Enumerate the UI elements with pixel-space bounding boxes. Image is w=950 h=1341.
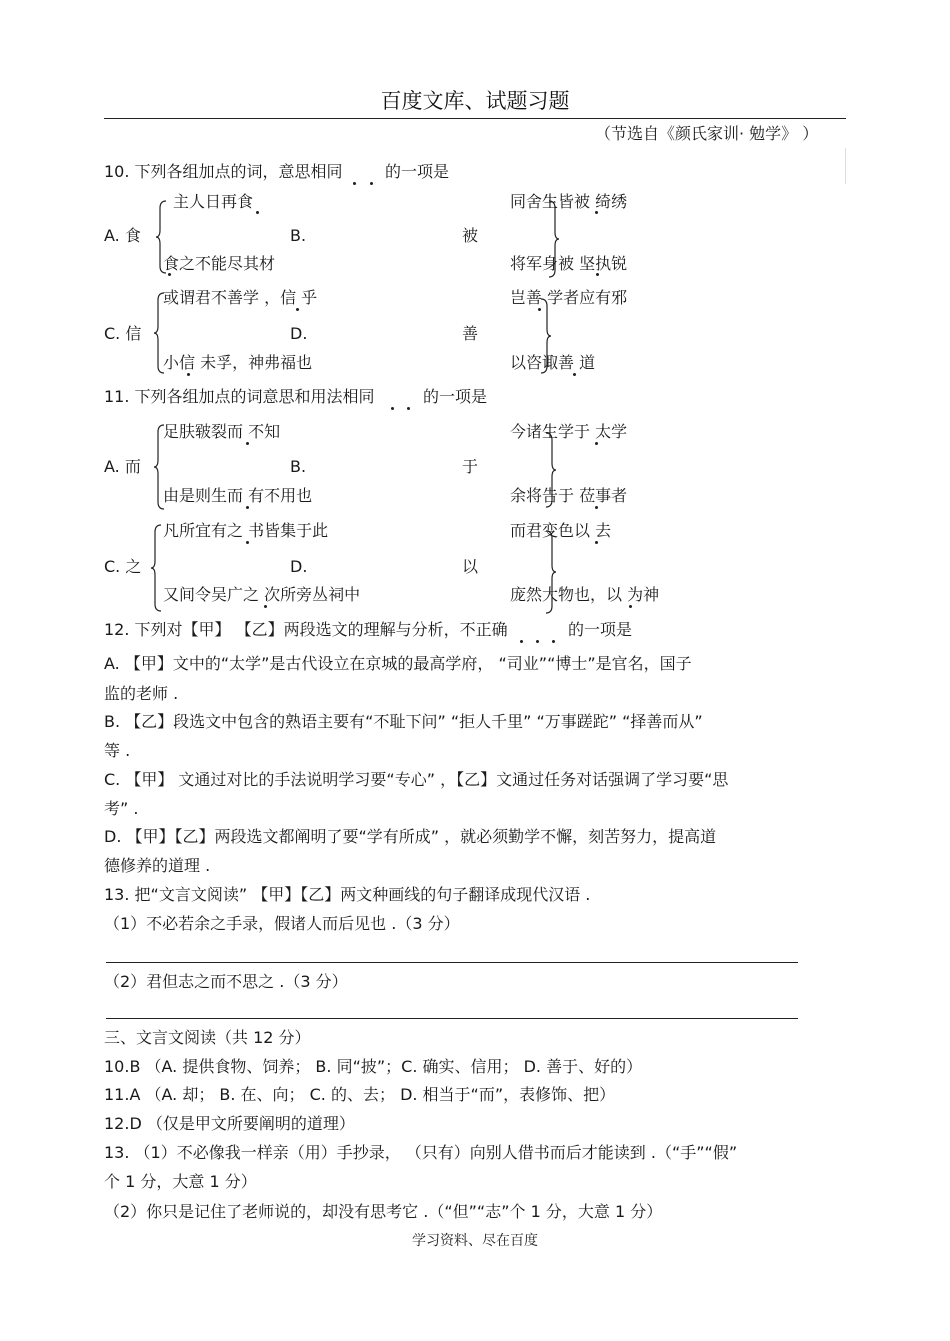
emphasis-dot [407, 407, 410, 410]
q11-stem: 11. 下列各组加点的词意思和用法相同 [104, 387, 375, 406]
q11-option-c-label: C. 之 [104, 557, 142, 576]
margin-line [845, 148, 846, 184]
emphasis-dot [187, 373, 190, 376]
q11-option-b-word: 于 [462, 457, 479, 476]
q12-option-a-line2: 监的老师 . [104, 684, 179, 703]
emphasis-dot [296, 308, 299, 311]
emphasis-dot [264, 605, 267, 608]
emphasis-dot [353, 182, 356, 185]
q10-option-d-word: 善 [462, 324, 479, 343]
answer-13-2: （2）你只是记住了老师说的，却没有思考它 .（“但”“志”个 1 分，大意 1 分） [104, 1202, 663, 1221]
emphasis-dot [246, 506, 249, 509]
q10-option-c-bottom: 小信 未孚，神弗福也 [163, 353, 313, 372]
q10-option-a-label: A. 食 [104, 226, 141, 245]
q12-option-a-line1: A. 【甲】文中的“太学”是古代设立在京城的最高学府， “司业”“博士”是官名，国子 [104, 654, 692, 673]
q12-option-d-line2: 德修养的道理 . [104, 856, 211, 875]
brace-icon [150, 524, 162, 612]
emphasis-dot [595, 211, 598, 214]
q11-stem-tail: 的一项是 [423, 387, 488, 406]
q11-option-d-word: 以 [462, 557, 479, 576]
q11-option-c-top: 凡所宜有之 书皆集于此 [163, 521, 329, 540]
q12-option-c-line1: C. 【甲】 文通过对比的手法说明学习要“专心” ，【乙】文通过任务对话强调了学习要“思 [104, 770, 729, 789]
q12-option-b-line1: B. 【乙】段选文中包含的熟语主要有“不耻下问” “拒人千里” “万事蹉跎” “择善而从” [104, 712, 703, 731]
header-rule [104, 118, 846, 119]
emphasis-dot [595, 506, 598, 509]
q11-option-b-bottom: 余将告于 莅事者 [510, 486, 628, 505]
q11-option-a-label: A. 而 [104, 457, 141, 476]
q10-option-c-label: C. 信 [104, 324, 142, 343]
q11-option-d-label: D. [290, 557, 308, 576]
q10-option-a-top: 主人日再食 [173, 192, 254, 211]
q11-option-d-bottom: 庞然大物也，以 为神 [510, 585, 660, 604]
q10-option-b-top: 同舍生皆被 绮绣 [510, 192, 628, 211]
emphasis-dot [391, 407, 394, 410]
q11-option-c-bottom: 又间令吴广之 次所旁丛祠中 [163, 585, 361, 604]
q13-sentence-1: （1）不必若余之手录，假诸人而后见也 .（3 分） [104, 914, 460, 933]
q10-option-d-label: D. [290, 324, 308, 343]
q12-stem: 12. 下列对【甲】 【乙】两段选文的理解与分析，不正确 [104, 620, 508, 639]
page-footer: 学习资料、尽在百度 [412, 1233, 538, 1249]
q12-option-c-line2: 考” . [104, 799, 139, 818]
q11-option-b-top: 今诸生学于 太学 [510, 422, 628, 441]
q10-option-d-top: 岂善 学者应有邪 [510, 288, 628, 307]
q12-option-b-line2: 等 . [104, 741, 131, 760]
q10-stem: 10. 下列各组加点的词，意思相同 [104, 162, 343, 181]
emphasis-dot [246, 442, 249, 445]
q10-option-b-bottom: 将军身被 坚执锐 [510, 254, 628, 273]
emphasis-dot [246, 541, 249, 544]
answer-13-1-line1: 13. （1）不必像我一样亲（用）手抄录， （只有）向别人借书而后才能读到 .（“手”“假” [104, 1143, 738, 1162]
answer-12: 12.D （仅是甲文所要阐明的道理） [104, 1114, 355, 1133]
q11-option-a-top: 足肤皲裂而 不知 [163, 422, 281, 441]
q11-option-b-label: B. [290, 457, 307, 476]
q13-sentence-2: （2）君但志之而不思之 .（3 分） [104, 972, 348, 991]
page-title: 百度文库、试题习题 [380, 89, 570, 113]
emphasis-dot [573, 373, 576, 376]
q10-option-c-top: 或谓君不善学 ，信 乎 [163, 288, 318, 307]
emphasis-dot [595, 541, 598, 544]
emphasis-dot [536, 640, 539, 643]
q10-option-b-word: 被 [462, 226, 479, 245]
q10-option-b-label: B. [290, 226, 307, 245]
q10-stem-tail: 的一项是 [385, 162, 450, 181]
q10-option-a-bottom: 食之不能尽其材 [163, 254, 276, 273]
emphasis-dot [538, 308, 541, 311]
emphasis-dot [256, 211, 259, 214]
answer-line [106, 1018, 798, 1019]
answer-11: 11.A （A. 却； B. 在、向； C. 的、去； D. 相当于“而”，表修饰、把） [104, 1085, 616, 1104]
q13-stem: 13. 把“文言文阅读” 【甲】【乙】两文种画线的句子翻译成现代汉语 . [104, 885, 591, 904]
emphasis-dot [595, 442, 598, 445]
source-note: （节选自《颜氏家训· 勉学》 ） [595, 124, 819, 143]
q10-option-d-bottom: 以咨诹善 道 [510, 353, 596, 372]
emphasis-dot [552, 640, 555, 643]
answer-line [106, 962, 798, 963]
q11-option-d-top: 而君变色以 去 [510, 521, 612, 540]
q11-option-a-bottom: 由是则生而 有不用也 [163, 486, 313, 505]
answers-heading: 三、文言文阅读（共 12 分） [104, 1028, 311, 1047]
emphasis-dot [596, 273, 599, 276]
emphasis-dot [520, 640, 523, 643]
q12-stem-tail: 的一项是 [568, 620, 633, 639]
q12-option-d-line1: D. 【甲】【乙】两段选文都阐明了要“学有所成” ，就必须勤学不懈，刻苦努力，提高道 [104, 827, 717, 846]
emphasis-dot [370, 182, 373, 185]
emphasis-dot [629, 605, 632, 608]
emphasis-dot [168, 273, 171, 276]
answer-13-1-line2: 个 1 分，大意 1 分） [104, 1172, 257, 1191]
answer-10: 10.B （A. 提供食物、饲养； B. 同“披”；C. 确实、信用； D. 善于、好的） [104, 1057, 643, 1076]
